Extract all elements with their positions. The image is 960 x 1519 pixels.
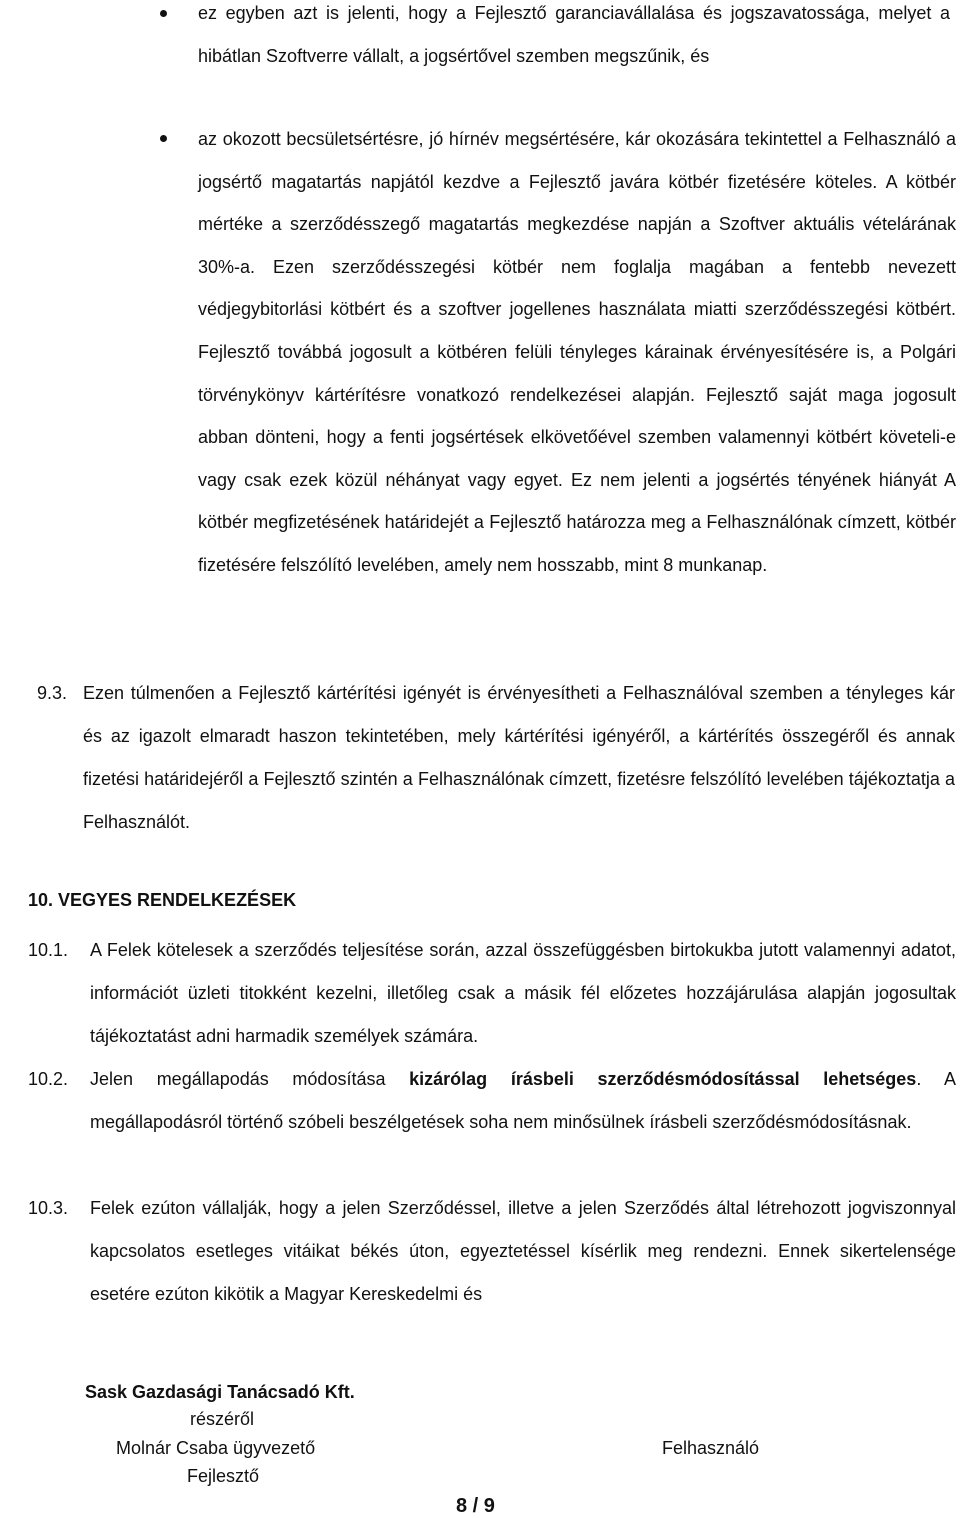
section-9-3-body: Ezen túlmenően a Fejlesztő kártérítési igényét is érvényesítheti a Felhasználóval szemben a tényleges kár és az igazolt elmaradt haszon tekintetében, mely kártérítési igényéről, a kártérítés összegéről és annak fizetési határidejéről a Fejlesztő szintén a Felhasználónak címzett, fizetésre felszólító levelében tájékoztatja a Felhasználót. (83, 683, 955, 832)
section-number: 9.3. (37, 683, 68, 703)
signature-person: Molnár Csaba ügyvezető (116, 1438, 316, 1458)
section-9-3-text (83, 672, 955, 844)
section-10-2-text-end: . A megállapodásról történő szóbeli beszélgetések soha nem minősülnek írásbeli szerződésmódosításnak. (90, 1069, 956, 1132)
section-10-2-text (90, 1058, 956, 1144)
page-number: 8 / 9 (456, 1495, 495, 1517)
section-10-2-text-bold: kizárólag írásbeli szerződésmódosítással lehetséges (409, 1069, 917, 1089)
bullet-item-2: az okozott becsületsértésre, jó hírnév megsértésére, kár okozására tekintettel a Felhasználó a jogsértő magatartás napjától kezdve a Fejlesztő javára kötbér fizetésére köteles. A kötbér mértéke a szerződésszegő magatartás megkezdése napján a Szoftver aktuális vételárának 30%-a. Ezen szerződésszegési kötbér nem foglalja magában a fentebb nevezett védjegybitorlási kötbért és a szoftver jogellenes használata miatti szerződésszegési kötbért. Fejlesztő továbbá jogosult a kötbéren felüli tényleges kárainak érvényesítésére is, a Polgári törvénykönyv kártérítésre vonatkozó rendelkezései alapján. Fejlesztő saját maga jogosult abban dönteni, hogy a fenti jogsértések elkövetőével szemben valamennyi kötbért követeli-e vagy csak ezek közül néhányat vagy egyet. Ez nem jelenti a jogsértés tényének hiányát A kötbér megfizetésének határidejét a Fejlesztő határozza meg a Felhasználónak címzett, kötbér fizetésére felszólító levelében, amely nem hosszabb, mint 8 munkanap. (198, 129, 956, 575)
bullet-item-1: ez egyben azt is jelenti, hogy a Fejlesztő garanciavállalása és jogszavatossága, melyet a hibátlan Szoftverre vállalt, a jogsértővel szemben megszűnik, és (198, 3, 950, 66)
section-10-3-text: Felek ezúton vállalják, hogy a jelen Szerződéssel, illetve a jelen Szerződés által létrehozott jogviszonnyal kapcsolatos esetleges vitáikat békés úton, egyeztetéssel kísérlik meg rendezni. Ennek sikertelensége esetére ezúton kikötik a Magyar Kereskedelmi és (90, 1198, 956, 1304)
signature-role: Fejlesztő (187, 1466, 260, 1486)
section-number: 10.1. (28, 940, 69, 960)
section-10-1-text: A Felek kötelesek a szerződés teljesítése során, azzal összefüggésben birtokukba jutott valamennyi adatot, információt üzleti titokként kezelni, illetőleg csak a másik fél előzetes hozzájárulása alapján jogosultak tájékoztatást adni harmadik személyek számára. (90, 940, 956, 1046)
signature-on-behalf: részéről (190, 1409, 255, 1429)
section-number: 10.2. (28, 1069, 69, 1089)
signature-other-party: Felhasználó (662, 1438, 760, 1458)
section-number: 10.3. (28, 1198, 69, 1218)
bullet-point-icon (160, 10, 167, 17)
bullet-point-icon (160, 135, 167, 142)
section-heading: 10. VEGYES RENDELKEZÉSEK (28, 890, 297, 910)
signature-company: Sask Gazdasági Tanácsadó Kft. (85, 1382, 355, 1402)
section-10-2-text-start: Jelen megállapodás módosítása (90, 1069, 410, 1089)
